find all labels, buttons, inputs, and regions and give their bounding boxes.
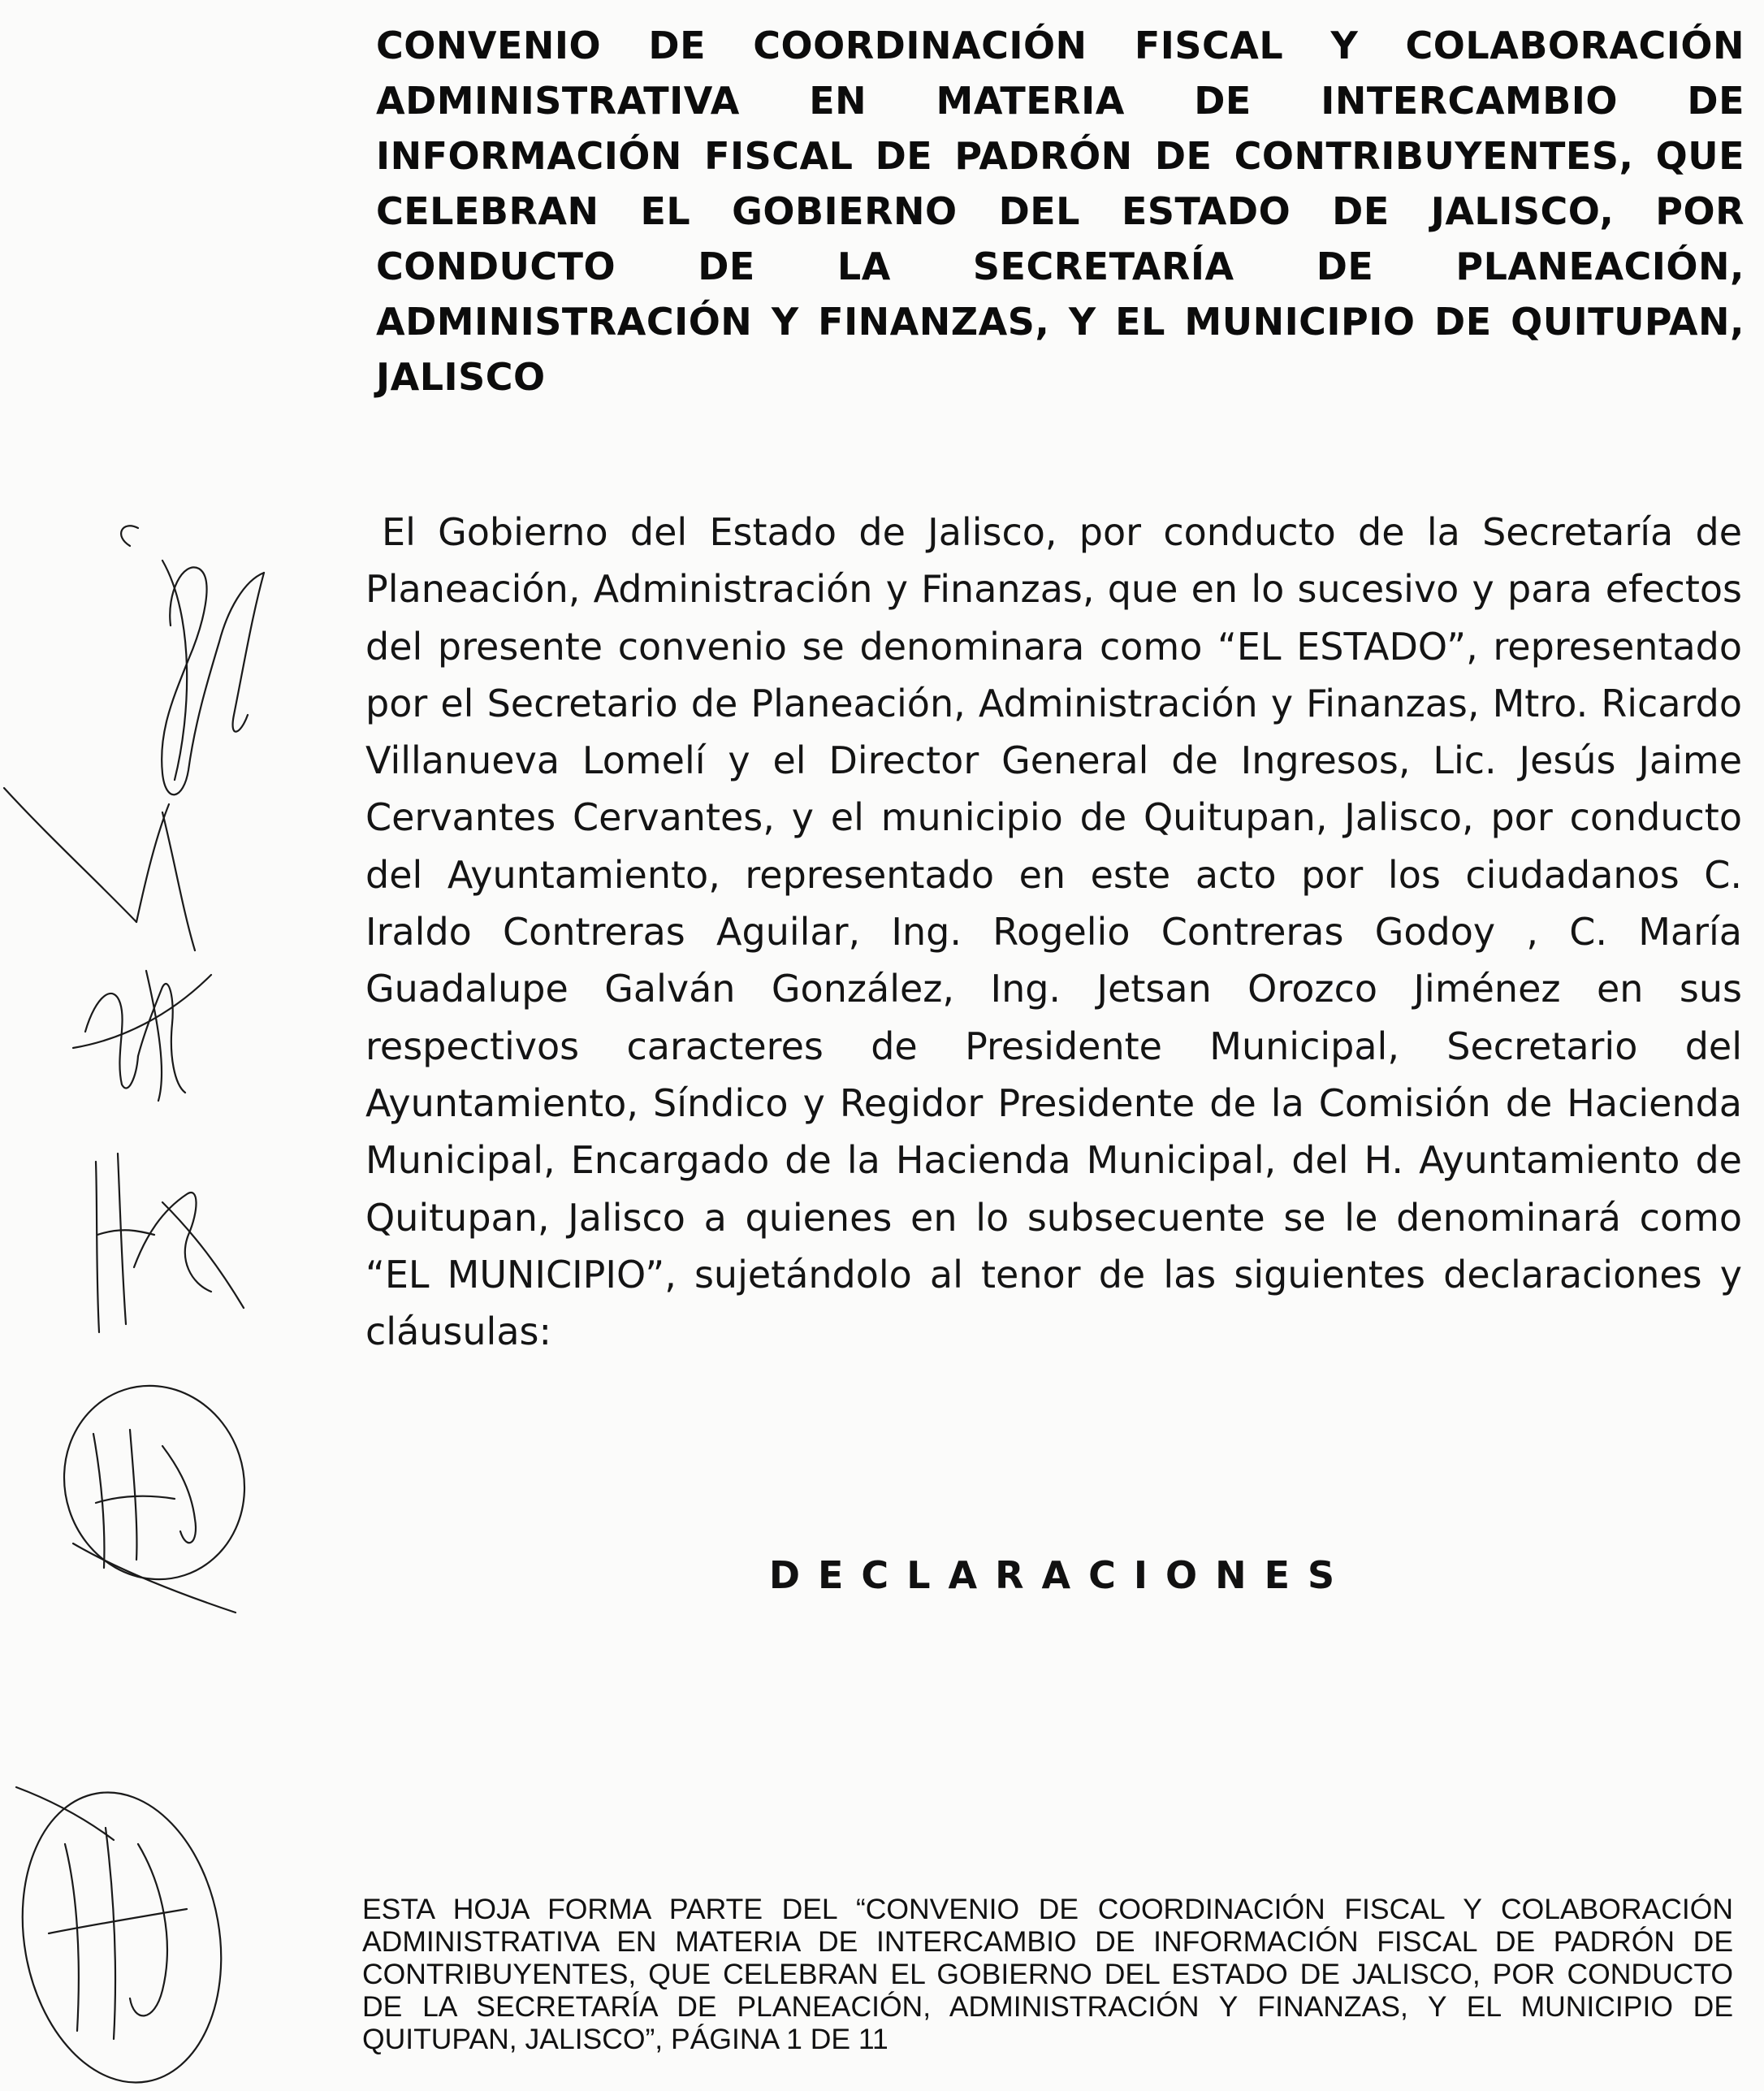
section-heading-declaraciones: DECLARACIONES bbox=[768, 1553, 1353, 1597]
signature-mark-1 bbox=[121, 526, 264, 794]
footer-note: ESTA HOJA FORMA PARTE DEL “CONVENIO DE COORDINACIÓN FISCAL Y COLABORACIÓN ADMINISTRATIVA EN MATERIA DE INTERCAMBIO DE INFORMACIÓN FISCAL DE PADRÓN DE CONTRIBUYENTES, QUE CELEBRAN EL GOBIERNO DEL ESTADO DE JALISCO, POR CONDUCTO DE LA SECRETARÍA DE PLANEACIÓN, ADMINISTRACIÓN Y FINANZAS, Y EL MUNICIPIO DE QUITUPAN, JALISCO”, PÁGINA 1 DE 11 bbox=[362, 1893, 1733, 2055]
signature-mark-3 bbox=[73, 971, 211, 1101]
signature-mark-2 bbox=[4, 788, 195, 950]
document-title: CONVENIO DE COORDINACIÓN FISCAL Y COLABORACIÓN ADMINISTRATIVA EN MATERIA DE INTERCAMBIO DE INFORMACIÓN FISCAL DE PADRÓN DE CONTRIBUYENTES, QUE CELEBRAN EL GOBIERNO DEL ESTADO DE JALISCO, POR CONDUCTO DE LA SECRETARÍA DE PLANEACIÓN, ADMINISTRACIÓN Y FINANZAS, Y EL MUNICIPIO DE QUITUPAN, JALISCO bbox=[376, 24, 1745, 399]
signatures-margin bbox=[0, 0, 357, 2091]
signature-mark-4 bbox=[96, 1154, 244, 1332]
intro-paragraph: El Gobierno del Estado de Jalisco, por conducto de la Secretaría de Planeación, Administración y Finanzas, que en lo sucesivo y para efectos del presente convenio se denominara como “EL ESTADO”, representado por el Secretario de Planeación, Administración y Finanzas, Mtro. Ricardo Villanueva Lomelí y el Director General de Ingresos, Lic. Jesús Jaime Cervantes Cervantes, y el municipio de Quitupan, Jalisco, por conducto del Ayuntamiento, representado en este acto por los ciudadanos C. Iraldo Contreras Aguilar, Ing. Rogelio Contreras Godoy , C. María Guadalupe Galván González, Ing. Jetsan Orozco Jiménez en sus respectivos caracteres de Presidente Municipal, Secretario del Ayuntamiento, Síndico y Regidor Presidente de la Comisión de Hacienda Municipal, Encargado de la Hacienda Municipal, del H. Ayuntamiento de Quitupan, Jalisco a quienes en lo subsecuente se le denominará como “EL MUNICIPIO”, sujetándolo al tenor de las siguientes declaraciones y cláusulas: bbox=[365, 510, 1742, 1354]
signature-seal-2 bbox=[1, 1777, 244, 2091]
